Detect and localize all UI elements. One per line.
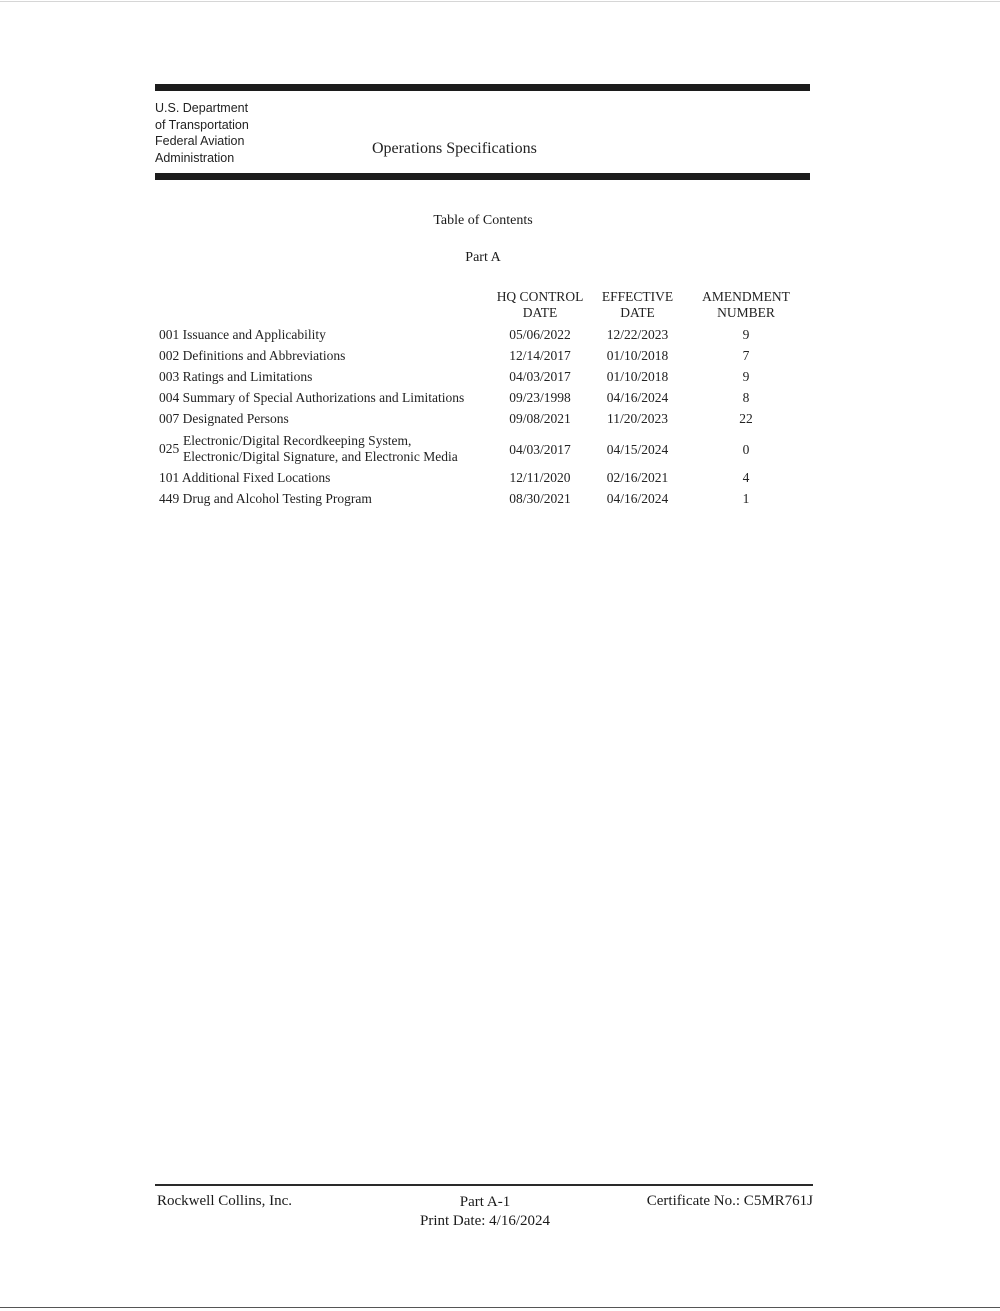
paragraph-title: 101 Additional Fixed Locations xyxy=(159,470,331,485)
scan-bottom-edge xyxy=(0,1307,1000,1308)
amendment-number: 0 xyxy=(742,442,750,457)
effective-date: 01/10/2018 xyxy=(606,369,669,384)
footer-rule xyxy=(155,1184,813,1186)
amendment-number: 8 xyxy=(742,390,750,405)
agency-block xyxy=(155,100,295,167)
amendment-number: 4 xyxy=(742,470,750,485)
paragraph-title: 004 Summary of Special Authorizations and Limitations xyxy=(159,390,465,405)
hq-control-date: 05/06/2022 xyxy=(509,327,571,342)
hq-control-date: 04/03/2017 xyxy=(509,369,571,384)
paragraph-title: 002 Definitions and Abbreviations xyxy=(159,348,346,363)
hq-control-date: 04/03/2017 xyxy=(509,442,571,457)
paragraph-number: 025 xyxy=(159,441,180,456)
paragraph-title: 007 Designated Persons xyxy=(159,411,289,426)
column-header-hq-control-date xyxy=(490,289,590,321)
scan-top-edge xyxy=(0,1,1000,2)
effective-date: 04/16/2024 xyxy=(606,491,669,506)
amendment-number: 1 xyxy=(742,491,750,506)
column-header-effective-date xyxy=(590,289,685,321)
document-title: Operations Specifications xyxy=(372,140,537,157)
column-header-line: HQ CONTROL xyxy=(496,289,584,304)
effective-date: 01/10/2018 xyxy=(606,348,669,363)
column-header-line: DATE xyxy=(620,305,655,320)
amendment-number: 7 xyxy=(742,348,750,363)
hq-control-date: 09/23/1998 xyxy=(509,390,571,405)
agency-line: U.S. Department xyxy=(155,101,249,115)
paragraph-title: 001 Issuance and Applicability xyxy=(159,327,326,342)
amendment-number: 9 xyxy=(742,327,750,342)
paragraph-title: 449 Drug and Alcohol Testing Program xyxy=(159,491,372,506)
column-header-line: DATE xyxy=(522,305,558,320)
effective-date: 11/20/2023 xyxy=(606,411,668,426)
hq-control-date: 08/30/2021 xyxy=(509,491,571,506)
column-header-line: NUMBER xyxy=(717,305,775,320)
paragraph-title-line: Electronic/Digital Signature, and Electronic Media xyxy=(183,449,458,464)
agency-line: Administration xyxy=(155,151,235,166)
amendment-number: 22 xyxy=(739,411,753,426)
paragraph-title-line: Electronic/Digital Recordkeeping System, xyxy=(183,433,412,448)
toc-heading: Table of Contents xyxy=(433,213,533,228)
hq-control-date: 12/11/2020 xyxy=(509,470,571,485)
footer-page-number: Part A-1 xyxy=(459,1194,511,1210)
footer-certificate: Certificate No.: C5MR761J xyxy=(646,1193,813,1209)
paragraph-title xyxy=(183,433,458,465)
effective-date: 04/16/2024 xyxy=(606,390,669,405)
footer-page-info xyxy=(385,1193,585,1231)
effective-date: 02/16/2021 xyxy=(606,470,669,485)
header-bottom-rule xyxy=(155,173,810,180)
hq-control-date: 09/08/2021 xyxy=(509,411,571,426)
column-header-line: AMENDMENT xyxy=(702,289,790,304)
agency-line: of Transportation xyxy=(155,117,249,132)
hq-control-date: 12/14/2017 xyxy=(509,348,571,363)
effective-date: 12/22/2023 xyxy=(606,327,669,342)
amendment-number: 9 xyxy=(742,369,750,384)
footer-print-date: Print Date: 4/16/2024 xyxy=(420,1213,550,1229)
header-top-rule xyxy=(155,84,810,91)
effective-date: 04/15/2024 xyxy=(606,442,669,457)
paragraph-title: 003 Ratings and Limitations xyxy=(159,369,313,384)
footer-company: Rockwell Collins, Inc. xyxy=(157,1193,292,1209)
column-header-line: EFFECTIVE xyxy=(601,289,674,304)
part-heading: Part A xyxy=(465,250,501,265)
column-header-amendment-number xyxy=(690,289,802,321)
agency-line: Federal Aviation xyxy=(155,134,245,149)
